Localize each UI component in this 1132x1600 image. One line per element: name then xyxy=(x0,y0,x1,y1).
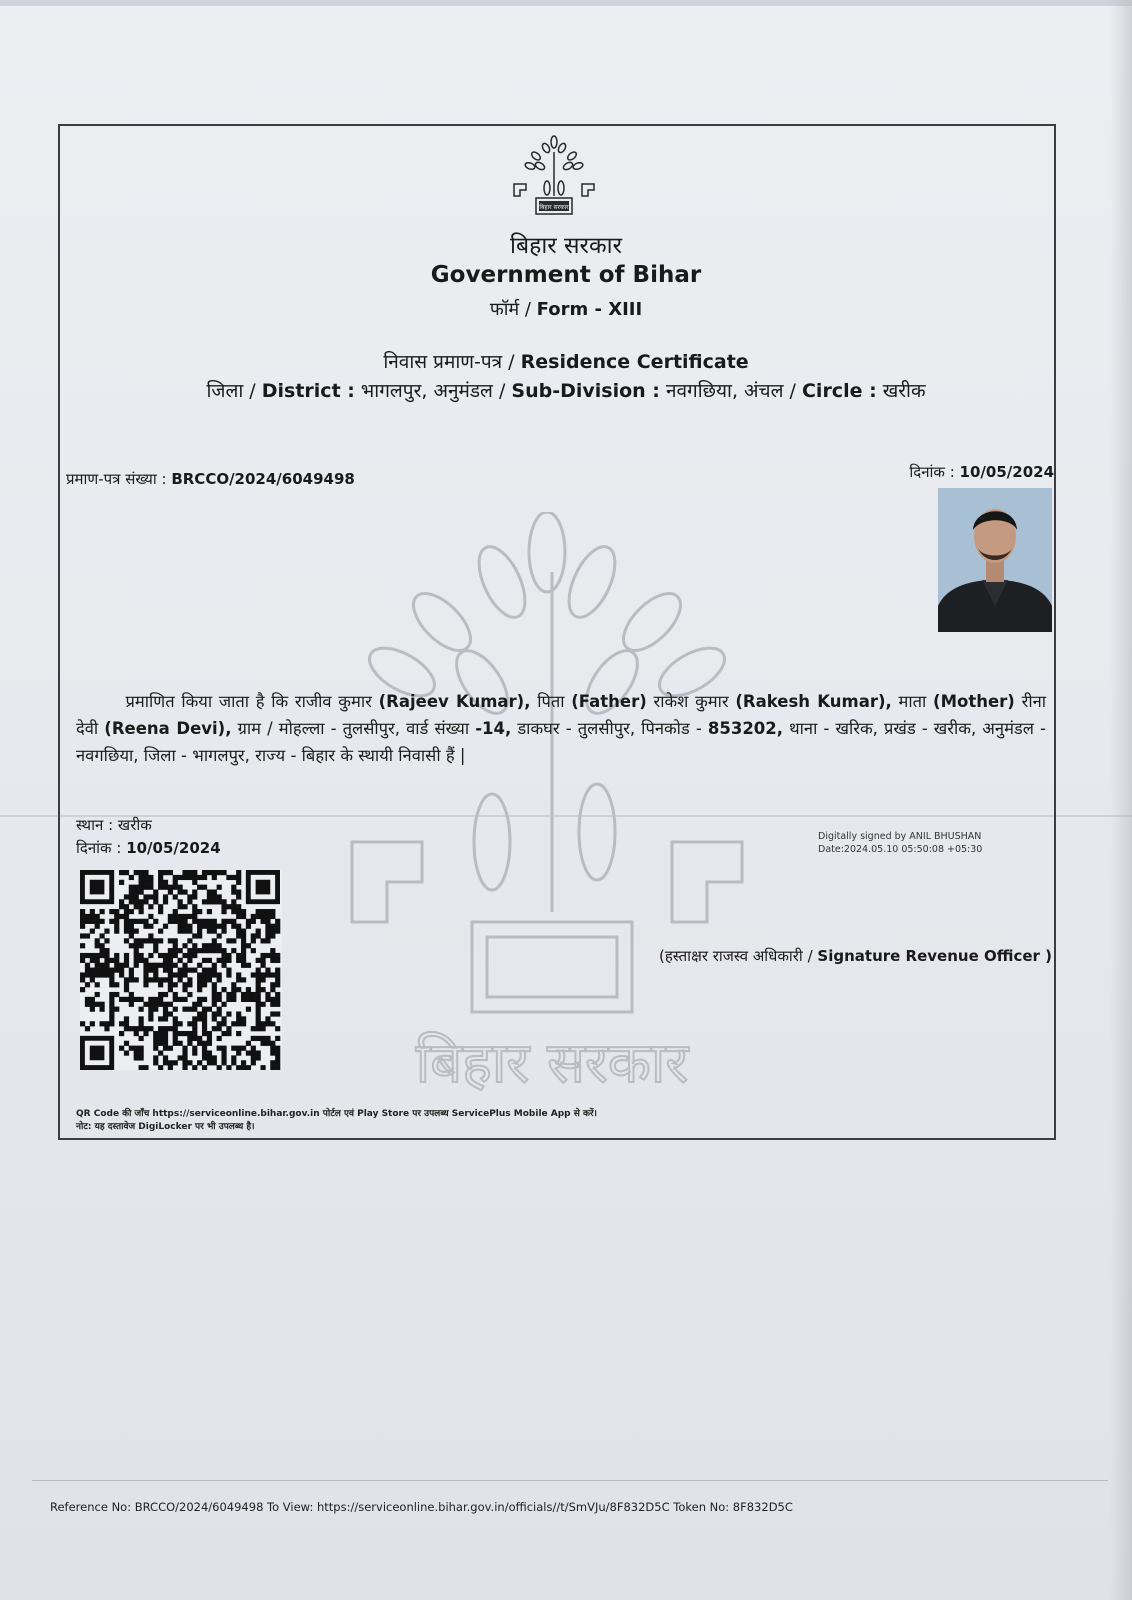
issue-date-value: 10/05/2024 xyxy=(126,839,221,857)
jurisdiction-line xyxy=(0,377,1132,403)
father-label: (Father) xyxy=(571,692,647,711)
qr-note-line-2: नोट: यह दस्तावेज DigiLocker पर भी उपलब्ध है। xyxy=(76,1122,255,1132)
signature-label xyxy=(659,946,1052,966)
applicant-name-english: (Rajeev Kumar), xyxy=(378,692,531,711)
emblem-label: बिहार सरकार xyxy=(539,204,569,211)
issue-date-label: दिनांक : xyxy=(76,839,122,857)
district-value: भागलपुर, xyxy=(360,380,428,402)
certificate-date-value: 10/05/2024 xyxy=(959,463,1054,481)
certificate-date xyxy=(909,462,1054,482)
pincode: 853202, xyxy=(707,719,784,738)
digital-signature-date: Date:2024.05.10 05:50:08 +05:30 xyxy=(818,844,983,855)
certificate-title xyxy=(0,348,1132,374)
subdivision-label: Sub-Division : xyxy=(511,380,660,402)
government-title-english: Government of Bihar xyxy=(430,262,702,288)
digital-signature-signer: Digitally signed by ANIL BHUSHAN xyxy=(818,831,982,842)
watermark-emblem-icon xyxy=(342,512,762,1102)
mother-name-english: (Reena Devi), xyxy=(104,719,232,738)
body-text-4: माता xyxy=(898,692,927,711)
circle-label: Circle : xyxy=(801,380,877,402)
signature-label-english: Signature Revenue Officer ) xyxy=(817,947,1052,965)
certificate-title-hindi: निवास प्रमाण-पत्र / xyxy=(383,351,515,373)
certificate-date-label: दिनांक : xyxy=(909,463,955,481)
applicant-photo xyxy=(938,488,1052,632)
form-number xyxy=(0,297,1132,321)
mother-label: (Mother) xyxy=(933,692,1015,711)
body-text-5: रीना देवी xyxy=(76,692,1047,738)
ward-number: -14, xyxy=(475,719,512,738)
district-label-hindi: जिला / xyxy=(206,380,256,402)
body-text-8: थाना - खरिक, प्रखंड - खरीक, अनुमंडल - नवगछिया, जिला - भागलपुर, राज्य - बिहार के स्थायी निवासी हैं | xyxy=(76,719,1046,765)
government-title-hindi: बिहार सरकार xyxy=(510,233,622,259)
form-prefix: फॉर्म / xyxy=(489,299,531,320)
district-label: District : xyxy=(261,380,355,402)
reference-line: Reference No: BRCCO/2024/6049498 To View: https://serviceonline.bihar.gov.in/officials//t/SmVJu/8F832D5C Token No: 8F832D5C xyxy=(50,1500,793,1514)
subdivision-value: नवगछिया, xyxy=(665,380,738,402)
qr-verification-note xyxy=(76,1108,597,1134)
certificate-title-english: Residence Certificate xyxy=(520,351,749,373)
circle-label-hindi: अंचल / xyxy=(744,380,796,402)
form-label: Form - XIII xyxy=(536,299,643,320)
digital-signature xyxy=(818,830,982,856)
watermark-text: बिहार सरकार xyxy=(415,1031,689,1096)
issue-date-line xyxy=(76,838,221,858)
qr-code-icon[interactable] xyxy=(80,870,282,1070)
circle-value: खरीक xyxy=(882,380,926,402)
qr-note-line-1: QR Code की जाँच https://serviceonline.bihar.gov.in पोर्टल एवं Play Store पर उपलब्ध ServicePlus Mobile App से करें। xyxy=(76,1109,597,1119)
body-text-3: राकेश कुमार xyxy=(653,692,729,711)
certificate-number-value: BRCCO/2024/6049498 xyxy=(171,470,355,488)
signature-label-hindi: (हस्ताक्षर राजस्व अधिकारी / xyxy=(658,947,813,965)
body-text-2: पिता xyxy=(537,692,565,711)
certificate-body xyxy=(76,688,1046,769)
body-text-6: ग्राम / मोहल्ला - तुलसीपुर, वार्ड संख्या xyxy=(237,719,470,738)
paper-top-edge xyxy=(0,0,1132,6)
body-text-7: डाकघर - तुलसीपुर, पिनकोड - xyxy=(517,719,702,738)
bihar-emblem-icon xyxy=(506,134,602,226)
body-text-1: प्रमाणित किया जाता है कि राजीव कुमार xyxy=(125,692,372,711)
subdivision-label-hindi: अनुमंडल / xyxy=(433,380,506,402)
reference-divider xyxy=(32,1480,1108,1481)
place-line: स्थान : खरीक xyxy=(76,816,152,834)
certificate-number-label: प्रमाण-पत्र संख्या : xyxy=(66,470,167,488)
father-name-english: (Rakesh Kumar), xyxy=(735,692,892,711)
certificate-number xyxy=(66,469,355,489)
